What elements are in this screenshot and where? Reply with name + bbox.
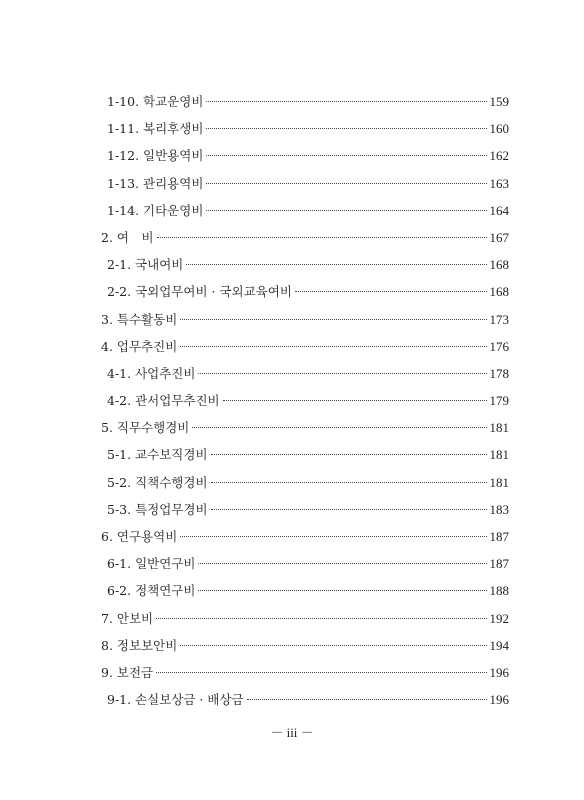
toc-entry-title: 5-2. 직책수행경비: [107, 474, 208, 490]
page-number: － iii －: [270, 725, 314, 740]
toc-entry-title: 6-2. 정책연구비: [107, 583, 196, 599]
toc-entry-page: 176: [489, 338, 509, 354]
toc-entry[interactable]: [101, 387, 509, 414]
toc-entry-page: 196: [489, 664, 509, 680]
toc-entry-title: 5-1. 교수보직경비: [107, 447, 208, 463]
toc-entry[interactable]: [101, 469, 509, 496]
toc-entry-page: 196: [489, 692, 509, 708]
toc-entry[interactable]: [101, 224, 509, 251]
toc-entry-page: 179: [489, 393, 509, 409]
dot-leader: [156, 672, 486, 673]
toc-entry-title: 6-1. 일반연구비: [107, 556, 196, 572]
toc-entry-title: 1-10. 학교운영비: [107, 94, 204, 109]
toc-entry-page: 187: [489, 556, 509, 572]
toc-entry-title: 2. 여 비: [101, 229, 154, 245]
toc-entry-title: 2-2. 국외업무여비 · 국외교육여비: [107, 284, 292, 300]
toc-entry-page: 167: [489, 229, 509, 245]
dot-leader: [295, 291, 487, 292]
toc-entry-title: 1-11. 복리후생비: [107, 121, 204, 137]
toc-entry-page: 164: [489, 202, 509, 218]
dot-leader: [198, 590, 486, 591]
toc-entry-page: 181: [489, 447, 509, 463]
toc-entry-title: 8. 정보보안비: [101, 637, 178, 653]
toc-entry-page: 163: [489, 175, 509, 191]
toc-entry[interactable]: [101, 441, 509, 468]
toc-entry[interactable]: [101, 306, 509, 333]
toc-entry[interactable]: [101, 686, 509, 713]
toc-entry[interactable]: [101, 550, 509, 577]
dot-leader: [206, 210, 486, 211]
toc-entry-title: 1-12. 일반용역비: [107, 148, 204, 164]
dot-leader: [180, 346, 486, 347]
toc-entry[interactable]: [101, 278, 509, 305]
toc-entry-title: 6. 연구용역비: [101, 529, 178, 544]
dot-leader: [206, 155, 486, 156]
toc-entry[interactable]: [101, 659, 509, 686]
dot-leader: [211, 509, 487, 510]
toc-entry-page: 183: [489, 501, 509, 517]
dot-leader: [223, 400, 487, 401]
toc-entry-page: 188: [489, 583, 509, 599]
toc-entry-page: 194: [489, 637, 509, 653]
toc-entry-title: 7. 안보비: [101, 610, 154, 626]
toc-entry-page: 187: [489, 529, 509, 544]
dot-leader: [198, 563, 486, 564]
toc-entry-page: 168: [489, 257, 509, 273]
table-of-contents: [101, 88, 509, 713]
dot-leader: [156, 618, 486, 619]
toc-entry[interactable]: [101, 523, 509, 550]
toc-entry[interactable]: [101, 496, 509, 523]
dot-leader: [180, 645, 486, 646]
toc-entry[interactable]: [101, 605, 509, 632]
toc-entry-title: 4-1. 사업추진비: [107, 365, 196, 381]
toc-entry[interactable]: [101, 142, 509, 169]
toc-entry-title: 5. 직무수행경비: [101, 420, 190, 436]
toc-entry[interactable]: [101, 333, 509, 360]
toc-entry[interactable]: [101, 88, 509, 115]
toc-entry-title: 4. 업무추진비: [101, 338, 178, 354]
toc-entry-page: 178: [489, 365, 509, 381]
toc-entry-title: 9. 보전금: [101, 664, 154, 680]
dot-leader: [157, 237, 487, 238]
dot-leader: [186, 264, 486, 265]
dot-leader: [198, 373, 486, 374]
toc-entry-page: 160: [489, 121, 509, 137]
toc-entry-title: 1-14. 기타운영비: [107, 202, 204, 218]
dot-leader: [206, 128, 486, 129]
toc-entry-title: 1-13. 관리용역비: [107, 175, 204, 191]
dot-leader: [180, 319, 486, 320]
toc-entry[interactable]: [101, 115, 509, 142]
toc-entry-page: 162: [489, 148, 509, 164]
toc-entry[interactable]: [101, 360, 509, 387]
dot-leader: [211, 482, 487, 483]
dot-leader: [206, 183, 486, 184]
dot-leader: [206, 101, 486, 102]
toc-entry-title: 9-1. 손실보상금 · 배상금: [107, 692, 244, 708]
toc-entry[interactable]: [101, 197, 509, 224]
toc-entry[interactable]: [101, 251, 509, 278]
toc-entry-page: 192: [489, 610, 509, 626]
toc-entry[interactable]: [101, 577, 509, 604]
toc-entry[interactable]: [101, 632, 509, 659]
toc-entry-title: 3. 특수활동비: [101, 311, 178, 327]
toc-entry-title: 2-1. 국내여비: [107, 257, 184, 273]
dot-leader: [180, 536, 486, 537]
toc-entry-page: 181: [489, 474, 509, 490]
dot-leader: [211, 454, 487, 455]
toc-entry-page: 173: [489, 311, 509, 327]
toc-entry-page: 159: [489, 94, 509, 109]
toc-entry-page: 181: [489, 420, 509, 436]
dot-leader: [247, 699, 487, 700]
toc-entry[interactable]: [101, 414, 509, 441]
dot-leader: [192, 427, 486, 428]
toc-entry-title: 5-3. 특정업무경비: [107, 501, 208, 517]
toc-entry-page: 168: [489, 284, 509, 300]
toc-entry[interactable]: [101, 170, 509, 197]
toc-entry-title: 4-2. 관서업무추진비: [107, 393, 220, 409]
